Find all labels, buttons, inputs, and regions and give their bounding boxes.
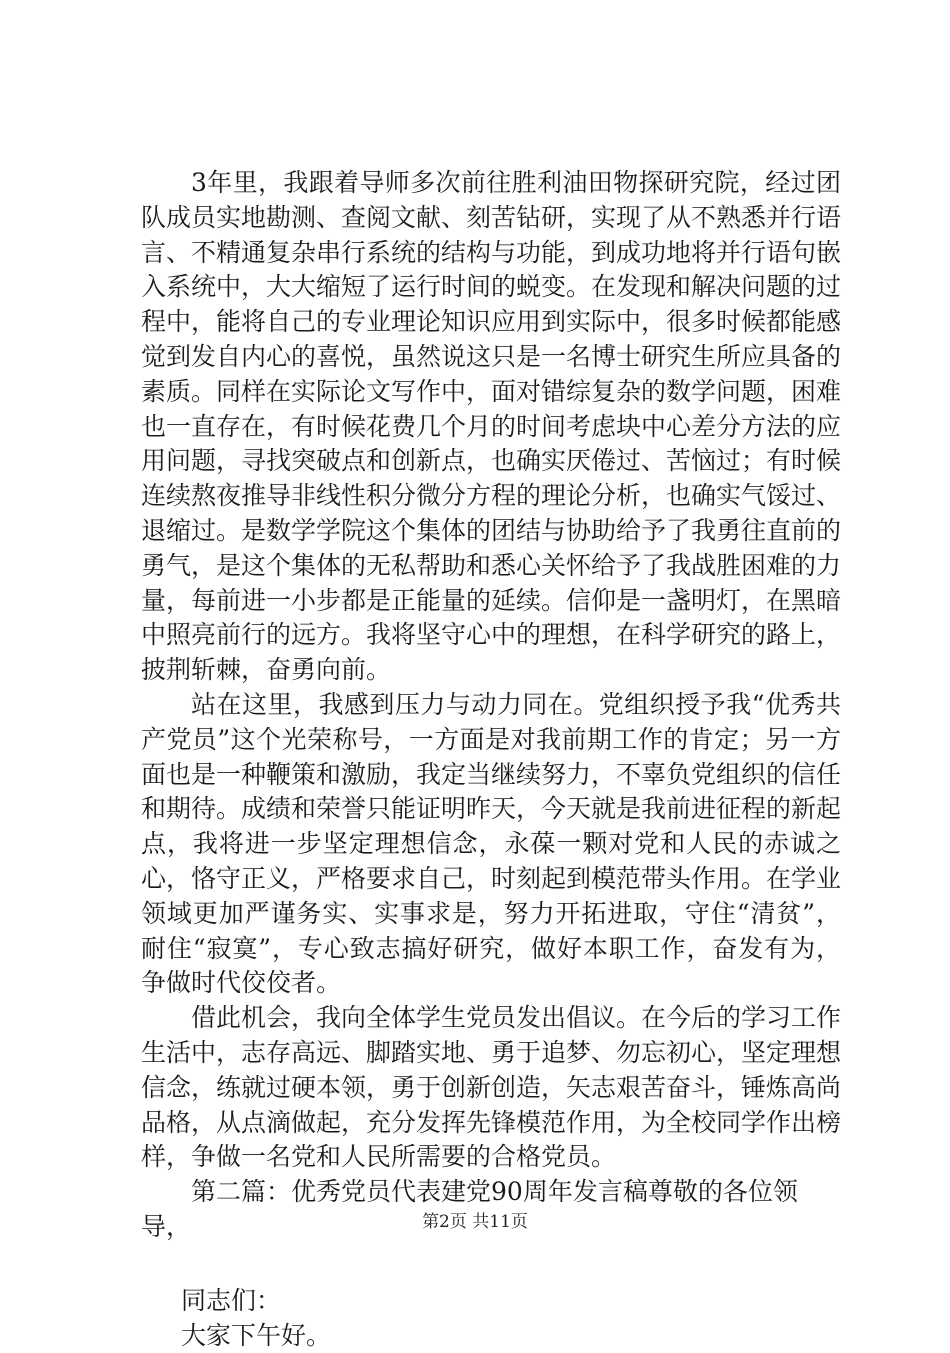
salutation: 同志们： [141,1284,841,1319]
paragraph-proposal: 借此机会，我向全体学生党员发出倡议。在今后的学习工作生活中，志存高远、脚踏实地、勇于追梦、勿忘初心，坚定理想信念，练就过硬本领，勇于创新创造，矢志艰苦奋斗，锤炼高尚品格，从点滴做起，充分发挥先锋模范作用，为全校同学作出榜样，争做一名党和人民所需要的合格党员。 [141,1001,841,1175]
greeting: 大家下午好。 [141,1319,841,1353]
page-number-footer: 第2页 共11页 [0,1211,950,1233]
document-body [141,166,841,1353]
paragraph-gap [141,1245,841,1284]
section-heading: 第二篇：优秀党员代表建党90周年发言稿尊敬的各位领导， [141,1175,841,1245]
paragraph-research: 3年里，我跟着导师多次前往胜利油田物探研究院，经过团队成员实地勘测、查阅文献、刻苦钻研，实现了从不熟悉并行语言、不精通复杂串行系统的结构与功能，到成功地将并行语句嵌入系统中，大大缩短了运行时间的蜕变。在发现和解决问题的过程中，能将自己的专业理论知识应用到实际中，很多时候都能感觉到发自内心的喜悦，虽然说这只是一名博士研究生所应具备的素质。同样在实际论文写作中，面对错综复杂的数学问题，困难也一直存在，有时候花费几个月的时间考虑块中心差分方法的应用问题，寻找突破点和创新点，也确实厌倦过、苦恼过；有时候连续熬夜推导非线性积分微分方程的理论分析，也确实气馁过、退缩过。是数学学院这个集体的团结与协助给予了我勇往直前的勇气，是这个集体的无私帮助和悉心关怀给予了我战胜困难的力量，每前进一小步都是正能量的延续。信仰是一盏明灯，在黑暗中照亮前行的远方。我将坚守心中的理想，在科学研究的路上，披荆斩棘，奋勇向前。 [141,166,841,688]
paragraph-honor: 站在这里，我感到压力与动力同在。党组织授予我“优秀共产党员”这个光荣称号，一方面是对我前期工作的肯定；另一方面也是一种鞭策和激励，我定当继续努力，不辜负党组织的信任和期待。成绩和荣誉只能证明昨天，今天就是我前进征程的新起点，我将进一步坚定理想信念，永葆一颗对党和人民的赤诚之心，恪守正义，严格要求自己，时刻起到模范带头作用。在学业领域更加严谨务实、实事求是，努力开拓进取，守住“清贫”，耐住“寂寞”，专心致志搞好研究，做好本职工作，奋发有为，争做时代佼佼者。 [141,688,841,1001]
